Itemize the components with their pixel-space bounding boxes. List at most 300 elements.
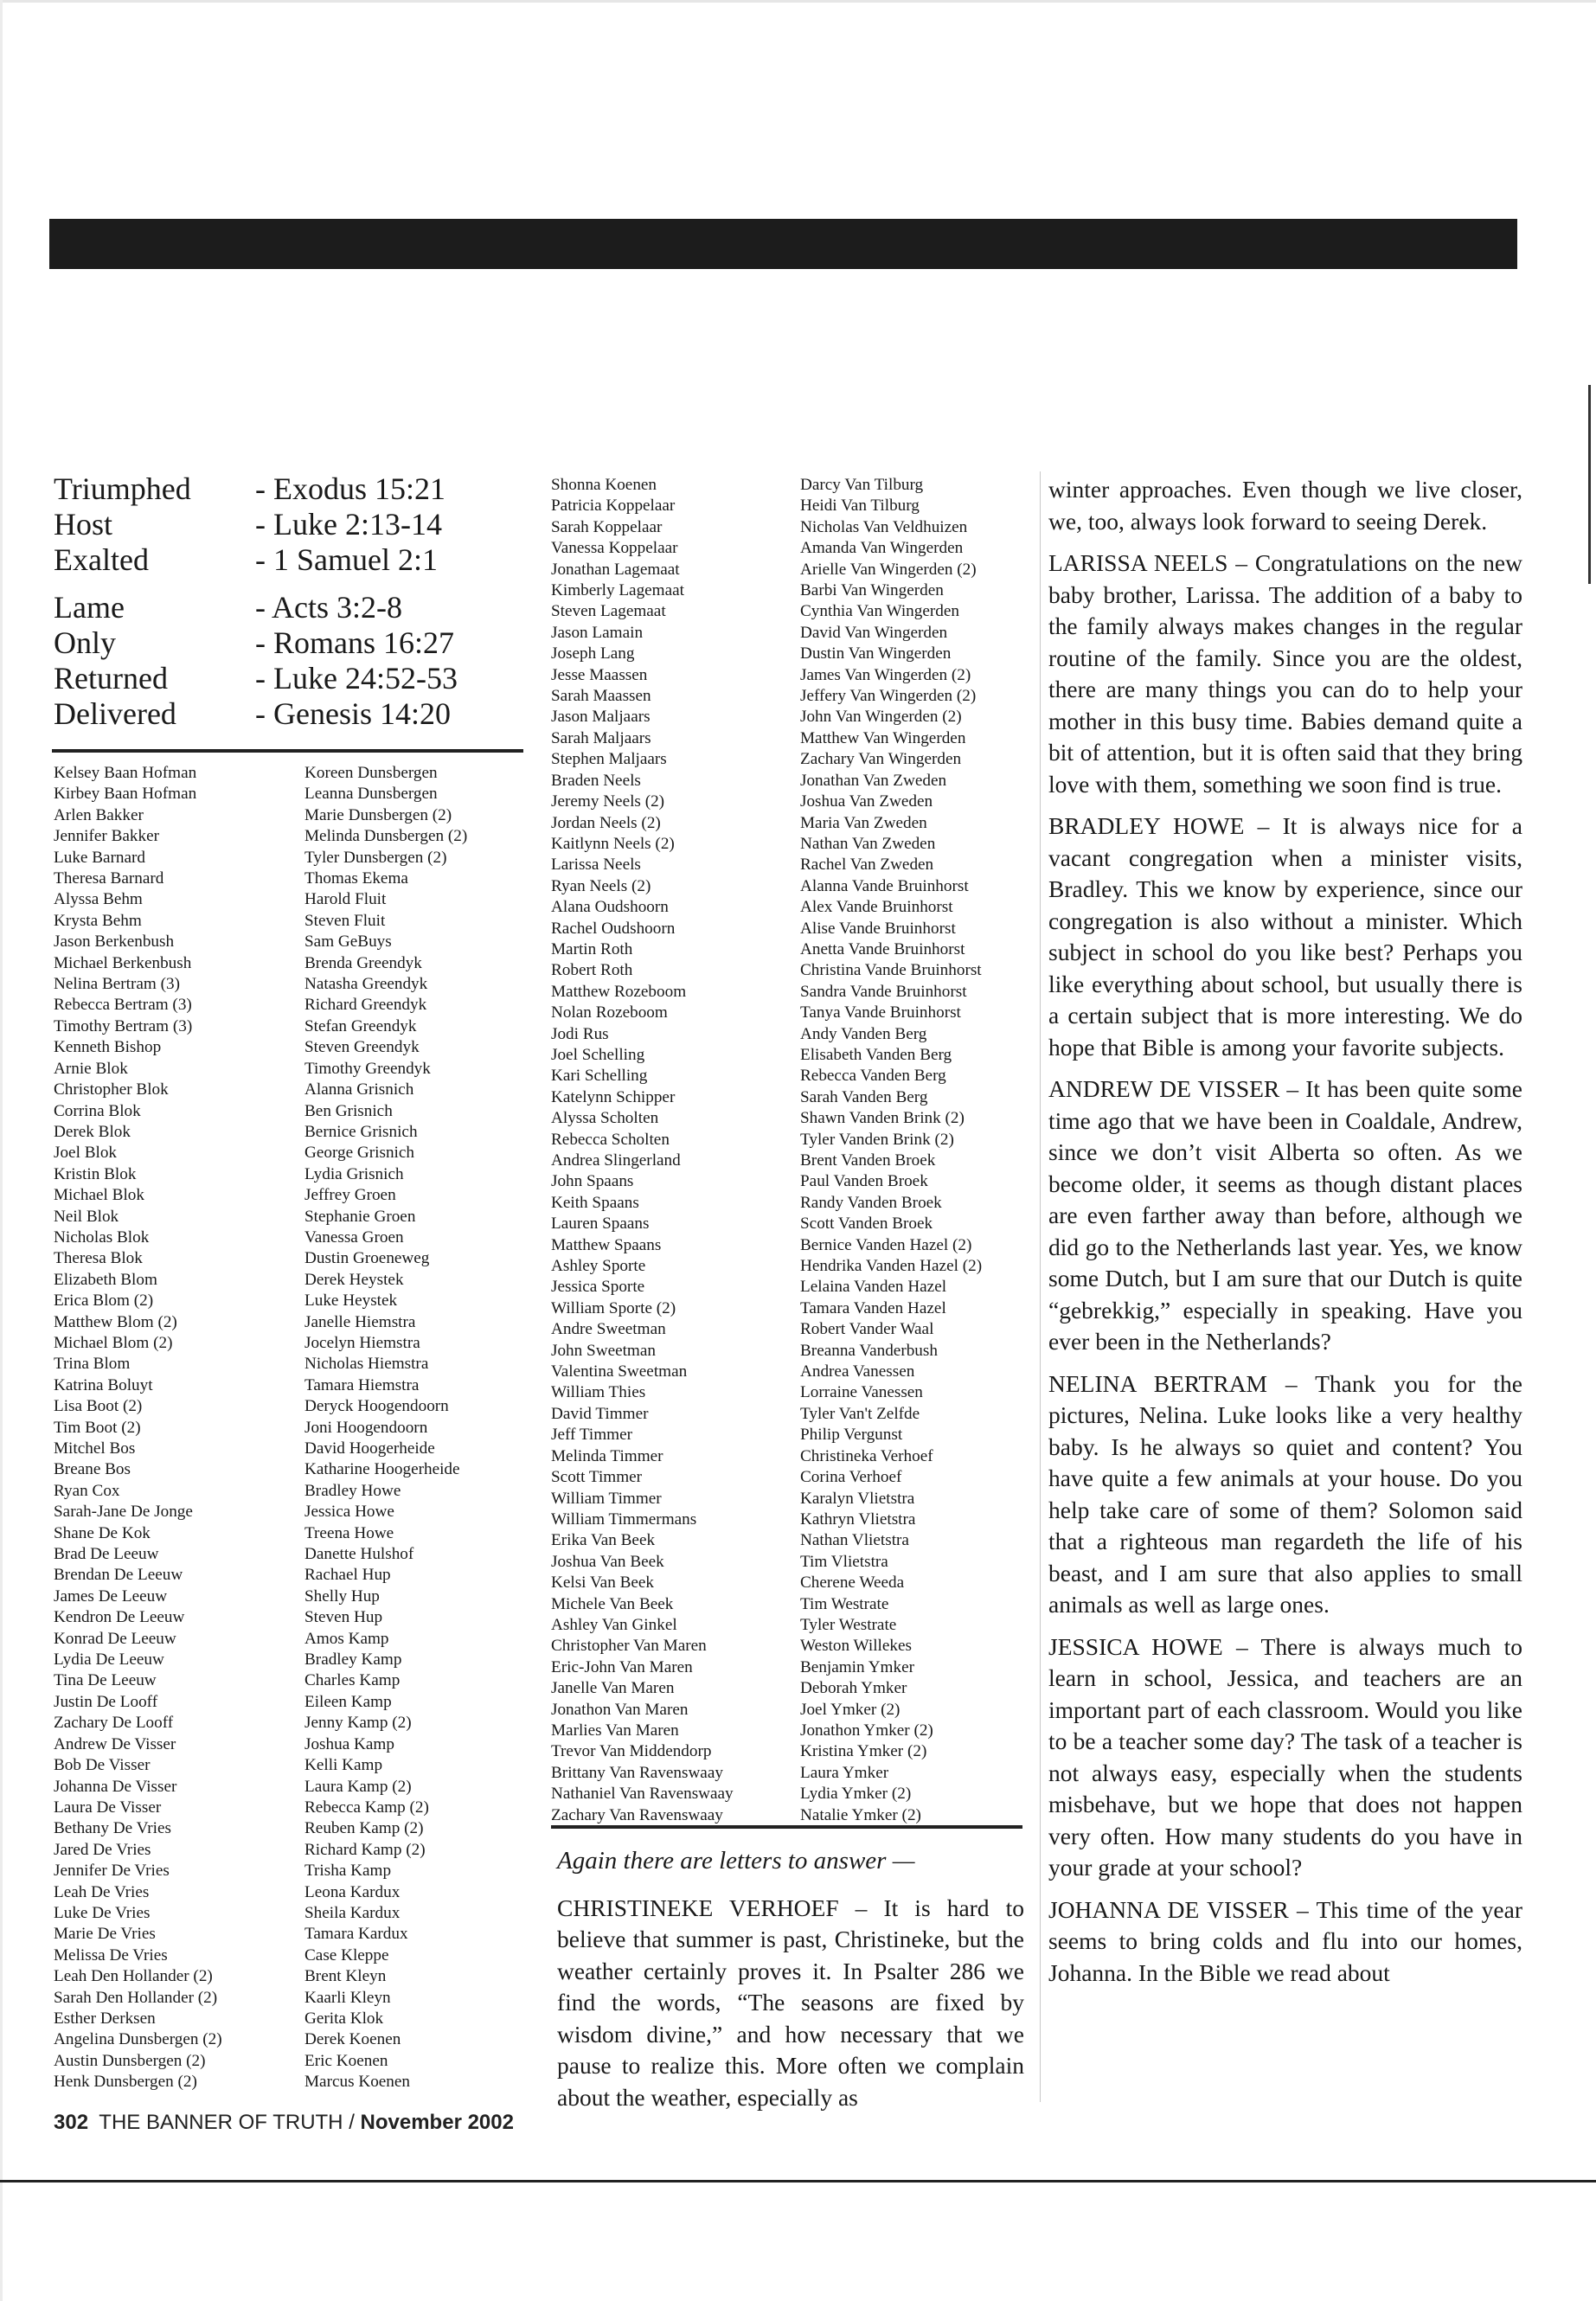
name-entry: Bernice Grisnich (304, 1122, 418, 1141)
name-entry: Lydia Grisnich (304, 1164, 404, 1183)
verse-word: Host (54, 507, 113, 542)
name-entry: Deborah Ymker (800, 1679, 907, 1698)
name-entry: Zachary De Looff (54, 1714, 174, 1733)
name-entry: Lydia De Leeuw (54, 1650, 164, 1670)
name-entry: Charles Kamp (304, 1671, 401, 1690)
name-entry: Brenda Greendyk (304, 953, 422, 972)
verse-group-1 (54, 471, 458, 578)
names-column-1 (54, 763, 222, 2093)
name-entry: Bernice Vanden Hazel (2) (800, 1235, 972, 1254)
name-entry: Elisabeth Vanden Berg (800, 1045, 952, 1064)
name-entry: Alana Oudshoorn (551, 898, 669, 917)
name-entry: John Spaans (551, 1172, 634, 1191)
name-entry: Justin De Looff (54, 1692, 158, 1711)
letters-intro: Again there are letters to answer — (557, 1847, 915, 1875)
name-entry: Erica Blom (2) (54, 1292, 154, 1311)
verse-row (54, 625, 458, 661)
name-entry: Tim Boot (2) (54, 1418, 141, 1437)
name-entry: Darcy Van Tilburg (800, 476, 924, 494)
name-entry: Paul Vanden Broek (800, 1172, 928, 1191)
name-entry: Benjamin Ymker (800, 1657, 914, 1676)
name-entry: Leah De Vries (54, 1882, 150, 1901)
name-entry: Natalie Ymker (2) (800, 1805, 921, 1824)
name-entry: Martin Roth (551, 939, 633, 958)
name-entry: Tyler Vanden Brink (2) (800, 1130, 954, 1149)
name-entry: Melissa De Vries (54, 1945, 168, 1965)
name-entry: Sarah Maassen (551, 687, 651, 706)
name-entry: Heidi Van Tilburg (800, 497, 920, 516)
name-entry: Katelynn Schipper (551, 1087, 676, 1106)
name-entry: Richard Kamp (2) (304, 1840, 426, 1859)
acrostic-verses (54, 471, 458, 744)
verse-row (54, 661, 458, 696)
name-entry: Lisa Boot (2) (54, 1397, 143, 1416)
verse-ref: - Luke 2:13-14 (255, 507, 442, 542)
name-entry: Kaitlynn Neels (2) (551, 834, 675, 853)
name-entry: William Timmer (551, 1489, 662, 1508)
name-entry: Kathryn Vlietstra (800, 1509, 916, 1529)
name-entry: Brendan De Leeuw (54, 1566, 183, 1585)
name-entry: Larissa Neels (551, 856, 641, 875)
name-entry: Robert Vander Waal (800, 1320, 934, 1339)
name-entry: Kaarli Kleyn (304, 1988, 391, 2007)
name-entry: Esther Derksen (54, 2009, 156, 2028)
name-entry: Bradley Kamp (304, 1650, 402, 1670)
name-entry: Luke Heystek (304, 1292, 398, 1311)
name-entry: Andy Vanden Berg (800, 1024, 927, 1043)
name-entry: Andrea Slingerland (551, 1151, 681, 1170)
letter-paragraph: CHRISTINEKE VERHOEF – It is hard to believe that summer is past, Christineke, but the weather certainly proves it. In Psalter 286 we find the words, “The seasons are fixed by wisdom divine,” and how necessary that we pause to realize this. More often we complain about the weather, especially as (557, 1894, 1024, 2111)
name-entry: Reuben Kamp (2) (304, 1819, 424, 1838)
letter-paragraph: BRADLEY HOWE – It is always nice for a vacant congregation when a minister visits, Bradley. This we know by experience, since our congregation is also without a minister. Which subject in school do you like best? Perhaps you like everything about school, but usually there is a certain subject that is more interesting. We do hope that Bible is among your favorite subjects. (1048, 812, 1522, 1061)
name-entry: Rebecca Bertram (3) (54, 996, 192, 1015)
name-entry: Amos Kamp (304, 1629, 389, 1648)
verse-word: Lame (54, 590, 125, 625)
name-entry: Kristin Blok (54, 1164, 137, 1183)
column-separator (1040, 471, 1041, 2102)
name-entry: Rebecca Kamp (2) (304, 1798, 429, 1817)
name-entry: Kirbey Baan Hofman (54, 785, 197, 804)
name-entry: Leona Kardux (304, 1882, 401, 1901)
name-entry: James Van Wingerden (2) (800, 665, 971, 684)
name-entry: Ryan Neels (2) (551, 876, 651, 895)
name-entry: Nathan Vlietstra (800, 1531, 909, 1550)
names-column-3 (551, 475, 734, 1826)
name-entry: Marlies Van Maren (551, 1721, 679, 1740)
name-entry: Laura Ymker (800, 1763, 889, 1782)
name-entry: Laura Kamp (2) (304, 1777, 412, 1796)
name-entry: Gerita Klok (304, 2009, 384, 2028)
name-entry: Kristina Ymker (2) (800, 1742, 927, 1761)
name-entry: Kelsey Baan Hofman (54, 764, 197, 782)
name-entry: Jonathan Van Zweden (800, 771, 947, 790)
name-entry: Jennifer Bakker (54, 827, 160, 846)
name-entry: Robert Roth (551, 961, 633, 980)
name-entry: Sarah Vanden Berg (800, 1087, 928, 1106)
name-entry: Harold Fluit (304, 890, 387, 909)
bottom-rule (0, 2180, 1596, 2182)
name-entry: George Grisnich (304, 1144, 414, 1163)
name-entry: Michele Van Beek (551, 1594, 674, 1613)
name-entry: Tamara Vanden Hazel (800, 1298, 946, 1317)
name-entry: Jeffrey Groen (304, 1186, 396, 1205)
name-entry: Sheila Kardux (304, 1903, 401, 1922)
name-entry: Breanna Vanderbush (800, 1341, 938, 1360)
name-entry: Arielle Van Wingerden (2) (800, 560, 977, 579)
name-entry: Kenneth Bishop (54, 1038, 162, 1057)
name-entry: Jessica Sporte (551, 1278, 645, 1297)
name-entry: Tyler Van't Zelfde (800, 1404, 920, 1423)
name-entry: Sarah-Jane De Jonge (54, 1503, 193, 1522)
name-entry: Derek Heystek (304, 1270, 404, 1289)
name-entry: Tamara Hiemstra (304, 1375, 420, 1394)
name-entry: Deryck Hoogendoorn (304, 1397, 449, 1416)
name-entry: Michael Blok (54, 1186, 144, 1205)
name-entry: Theresa Blok (54, 1249, 143, 1268)
name-entry: Joni Hoogendoorn (304, 1418, 428, 1437)
name-entry: Vanessa Groen (304, 1227, 404, 1247)
name-entry: Jennifer De Vries (54, 1862, 170, 1881)
letter-paragraph: LARISSA NEELS – Congratulations on the new baby brother, Larissa. The addition of a baby to the family always makes changes in the regular routine of the family. Since you are the oldest, there are many things you can do to help your mother in this busy time. Babies demand quite a bit of attention, but it is often said that they bring love with them, something we soon find is true. (1048, 549, 1522, 798)
name-entry: Amanda Van Wingerden (800, 539, 964, 558)
name-entry: Leanna Dunsbergen (304, 785, 438, 804)
name-entry: Joshua Van Beek (551, 1552, 664, 1571)
name-entry: Marie De Vries (54, 1925, 156, 1944)
name-entry: Tim Vlietstra (800, 1552, 888, 1571)
letters-intro-column (557, 1845, 1024, 2124)
name-entry: Matthew Van Wingerden (800, 728, 966, 747)
name-entry: Jodi Rus (551, 1024, 609, 1043)
name-entry: Brent Kleyn (304, 1967, 387, 1986)
name-entry: Konrad De Leeuw (54, 1629, 176, 1648)
name-entry: Tyler Dunsbergen (2) (304, 848, 447, 867)
names-column-2 (304, 763, 467, 2093)
name-entry: Jonathon Van Maren (551, 1700, 689, 1719)
verse-ref: - 1 Samuel 2:1 (255, 542, 438, 577)
name-entry: Lorraine Vanessen (800, 1383, 923, 1402)
name-entry: Maria Van Zweden (800, 813, 927, 832)
name-entry: Janelle Van Maren (551, 1679, 675, 1698)
verse-ref: - Luke 24:52-53 (255, 661, 458, 695)
verse-row (54, 696, 458, 732)
verses-divider (52, 749, 523, 753)
verse-group-2 (54, 590, 458, 732)
name-entry: Cynthia Van Wingerden (800, 602, 959, 621)
name-entry: Tamara Kardux (304, 1925, 408, 1944)
name-entry: Anetta Vande Bruinhorst (800, 939, 965, 958)
name-entry: Koreen Dunsbergen (304, 764, 438, 782)
name-entry: Vanessa Koppelaar (551, 539, 678, 558)
name-entry: Melinda Dunsbergen (2) (304, 827, 468, 846)
verse-row (54, 471, 458, 507)
name-entry: Eric Koenen (304, 2051, 388, 2070)
name-entry: Christopher Blok (54, 1080, 169, 1099)
name-entry: Rachel Oudshoorn (551, 919, 676, 938)
name-entry: Nathan Van Zweden (800, 834, 936, 853)
name-entry: Steven Greendyk (304, 1038, 420, 1057)
name-entry: Rachael Hup (304, 1566, 391, 1585)
name-entry: Rebecca Vanden Berg (800, 1067, 946, 1086)
name-entry: Eileen Kamp (304, 1692, 392, 1711)
name-entry: Philip Vergunst (800, 1426, 903, 1445)
page-number: 302 (54, 2111, 89, 2134)
name-entry: Jenny Kamp (2) (304, 1714, 412, 1733)
name-entry: Kimberly Lagemaat (551, 581, 684, 600)
name-entry: Stefan Greendyk (304, 1016, 417, 1035)
name-entry: Neil Blok (54, 1207, 119, 1226)
name-entry: Michael Blom (2) (54, 1333, 173, 1352)
name-entry: Tim Westrate (800, 1594, 889, 1613)
name-entry: Alex Vande Bruinhorst (800, 898, 953, 917)
verse-row (54, 507, 458, 542)
name-entry: Timothy Bertram (3) (54, 1016, 193, 1035)
letter-paragraph: ANDREW DE VISSER – It has been quite some time ago that we have been in Coaldale, Andrew, since we don’t visit Alberta so often. As we become older, it seems as though distant places are even farther away than before, although we did go to the Netherlands last year. Yes, we know some Dutch, but I am sure that our Dutch is quite “gebrekkig,” especially in speaking. Have you ever been in the Netherlands? (1048, 1075, 1522, 1355)
name-entry: Johanna De Visser (54, 1777, 177, 1796)
name-entry: Ryan Cox (54, 1481, 120, 1500)
name-entry: Matthew Blom (2) (54, 1312, 177, 1331)
verse-ref: - Acts 3:2-8 (255, 590, 402, 625)
name-entry: Zachary Van Wingerden (800, 750, 962, 769)
name-entry: Tanya Vande Bruinhorst (800, 1003, 961, 1022)
name-entry: Lauren Spaans (551, 1215, 650, 1234)
name-entry: Nelina Bertram (3) (54, 975, 180, 994)
name-entry: Alise Vande Bruinhorst (800, 919, 956, 938)
name-entry: Nicholas Van Veldhuizen (800, 517, 968, 536)
name-entry: Trevor Van Middendorp (551, 1742, 712, 1761)
name-entry: Joshua Kamp (304, 1734, 394, 1753)
name-entry: Matthew Spaans (551, 1235, 662, 1254)
name-entry: Hendrika Vanden Hazel (2) (800, 1257, 983, 1276)
name-entry: Andrew De Visser (54, 1734, 176, 1753)
right-margin-rule (1588, 385, 1591, 584)
name-entry: Derek Blok (54, 1122, 131, 1141)
name-entry: Nicholas Blok (54, 1227, 150, 1247)
name-entry: Rachel Van Zweden (800, 856, 934, 875)
name-entry: David Hoogerheide (304, 1439, 435, 1458)
names-divider (551, 1825, 1022, 1829)
name-entry: Tina De Leeuw (54, 1671, 157, 1690)
verse-word: Delivered (54, 696, 176, 731)
name-entry: Jared De Vries (54, 1840, 151, 1859)
verse-ref: - Exodus 15:21 (255, 471, 445, 506)
page-footer (54, 2111, 514, 2135)
name-entry: Joel Ymker (2) (800, 1700, 901, 1719)
name-entry: Matthew Rozeboom (551, 982, 687, 1001)
name-entry: Jesse Maassen (551, 665, 648, 684)
publication-name: THE BANNER OF TRUTH (99, 2111, 343, 2134)
name-entry: Sarah Maljaars (551, 728, 651, 747)
name-entry: Keith Spaans (551, 1193, 639, 1212)
name-entry: Jeffery Van Wingerden (2) (800, 687, 977, 706)
name-entry: James De Leeuw (54, 1586, 168, 1606)
letter-paragraph: NELINA BERTRAM – Thank you for the pictures, Nelina. Luke looks like a very healthy baby. Is he always so quiet and content? You have quite a few animals at your house. Do you help take care of some of them? Solomon said that a righteous man regardeth the life of his beast, and I am sure that also applies to small animals as well as large ones. (1048, 1369, 1522, 1618)
name-entry: Weston Willekes (800, 1637, 912, 1656)
name-entry: Shawn Vanden Brink (2) (800, 1109, 965, 1128)
name-entry: Mitchel Bos (54, 1439, 136, 1458)
name-entry: Jocelyn Hiemstra (304, 1333, 420, 1352)
footer-separator: / (349, 2111, 355, 2134)
name-entry: Scott Vanden Broek (800, 1215, 933, 1234)
name-entry: Shelly Hup (304, 1586, 380, 1606)
header-bar (49, 219, 1517, 269)
name-entry: Melinda Timmer (551, 1446, 663, 1465)
name-entry: Joel Blok (54, 1144, 118, 1163)
letter-paragraph: JESSICA HOWE – There is always much to learn in school, Jessica, and teachers are an important part of each classroom. Would you like to be a teacher some day? The task of a teacher is not always easy, especially when the students misbehave, but we hope that does not happen very often. How many students do you have in your grade at your school? (1048, 1632, 1522, 1881)
name-entry: Alanna Grisnich (304, 1080, 414, 1099)
name-entry: Katharine Hoogerheide (304, 1460, 460, 1479)
name-entry: Randy Vanden Broek (800, 1193, 942, 1212)
name-entry: Henk Dunsbergen (2) (54, 2073, 197, 2092)
issue-date: November 2002 (360, 2111, 514, 2134)
name-entry: Steven Hup (304, 1608, 383, 1627)
name-entry: Bethany De Vries (54, 1819, 171, 1838)
name-entry: Andre Sweetman (551, 1320, 666, 1339)
name-entry: William Thies (551, 1383, 646, 1402)
name-entry: Nathaniel Van Ravenswaay (551, 1785, 734, 1804)
name-entry: Nicholas Hiemstra (304, 1355, 429, 1374)
name-entry: Natasha Greendyk (304, 975, 428, 994)
name-entry: Christopher Van Maren (551, 1637, 707, 1656)
name-entry: Joshua Van Zweden (800, 792, 933, 811)
name-entry: Ashley Van Ginkel (551, 1615, 677, 1634)
verse-ref: - Genesis 14:20 (255, 696, 451, 731)
name-entry: Angelina Dunsbergen (2) (54, 2030, 222, 2049)
name-entry: Case Kleppe (304, 1945, 389, 1965)
name-entry: Sarah Koppelaar (551, 517, 663, 536)
name-entry: Joel Schelling (551, 1045, 645, 1064)
name-entry: Marie Dunsbergen (2) (304, 805, 452, 824)
verse-row (54, 590, 458, 625)
name-entry: Brent Vanden Broek (800, 1151, 936, 1170)
name-entry: Thomas Ekema (304, 869, 408, 888)
name-entry: Erika Van Beek (551, 1531, 656, 1550)
page-left-edge (0, 0, 3, 2301)
name-entry: John Sweetman (551, 1341, 656, 1360)
name-entry: Breane Bos (54, 1460, 131, 1479)
name-entry: Ben Grisnich (304, 1101, 393, 1120)
name-entry: Elizabeth Blom (54, 1270, 157, 1289)
name-entry: Sam GeBuys (304, 933, 392, 952)
name-entry: Christina Vande Bruinhorst (800, 961, 982, 980)
name-entry: Ashley Sporte (551, 1257, 646, 1276)
name-entry: Kendron De Leeuw (54, 1608, 185, 1627)
verse-row (54, 542, 458, 578)
name-entry: Dustin Van Wingerden (800, 644, 952, 663)
name-entry: Luke De Vries (54, 1903, 151, 1922)
name-entry: Theresa Barnard (54, 869, 164, 888)
name-entry: Derek Koenen (304, 2030, 401, 2049)
name-entry: Christineka Verhoef (800, 1446, 933, 1465)
name-entry: David Van Wingerden (800, 623, 948, 642)
name-entry: Kelsi Van Beek (551, 1574, 655, 1593)
verse-word: Triumphed (54, 471, 191, 506)
name-entry: Jason Berkenbush (54, 933, 175, 952)
name-entry: Shonna Koenen (551, 476, 657, 494)
name-entry: Brittany Van Ravenswaay (551, 1763, 723, 1782)
name-entry: Andrea Vanessen (800, 1362, 915, 1381)
name-entry: Alyssa Behm (54, 890, 143, 909)
name-entry: Kari Schelling (551, 1067, 648, 1086)
name-entry: Arnie Blok (54, 1059, 128, 1078)
name-entry: Jessica Howe (304, 1503, 394, 1522)
name-entry: Nolan Rozeboom (551, 1003, 668, 1022)
name-entry: Valentina Sweetman (551, 1362, 688, 1381)
name-entry: Bob De Visser (54, 1756, 151, 1775)
verse-word: Exalted (54, 542, 149, 577)
name-entry: Corina Verhoef (800, 1468, 902, 1487)
name-entry: Stephen Maljaars (551, 750, 667, 769)
name-entry: Dustin Groeneweg (304, 1249, 430, 1268)
letter-paragraph: winter approaches. Even though we live closer, we, too, always look forward to seeing Derek. (1048, 476, 1522, 535)
name-entry: Michael Berkenbush (54, 953, 192, 972)
name-entry: Patricia Koppelaar (551, 497, 676, 516)
name-entry: Joseph Lang (551, 644, 635, 663)
verse-ref: - Romans 16:27 (255, 625, 454, 660)
name-entry: Jonathan Lagemaat (551, 560, 680, 579)
name-entry: Brad De Leeuw (54, 1545, 159, 1564)
name-entry: Lelaina Vanden Hazel (800, 1278, 947, 1297)
name-entry: Shane De Kok (54, 1523, 151, 1542)
name-entry: Rebecca Scholten (551, 1130, 670, 1149)
name-entry: Lydia Ymker (2) (800, 1785, 912, 1804)
name-entry: Leah Den Hollander (2) (54, 1967, 213, 1986)
name-entry: John Van Wingerden (2) (800, 708, 962, 727)
name-entry: Treena Howe (304, 1523, 394, 1542)
name-entry: Laura De Visser (54, 1798, 162, 1817)
name-entry: David Timmer (551, 1404, 649, 1423)
name-entry: Alyssa Scholten (551, 1109, 659, 1128)
letter-paragraph: JOHANNA DE VISSER – This time of the year seems to bring colds and flu into our homes, Johanna. In the Bible we read about (1048, 1895, 1522, 1986)
name-entry: Austin Dunsbergen (2) (54, 2051, 206, 2070)
name-entry: Timothy Greendyk (304, 1059, 431, 1078)
name-entry: Luke Barnard (54, 848, 146, 867)
name-entry: Barbi Van Wingerden (800, 581, 944, 600)
name-entry: Alanna Vande Bruinhorst (800, 876, 969, 895)
page-top-edge (0, 0, 1596, 3)
name-entry: Marcus Koenen (304, 2073, 411, 2092)
name-entry: Jason Lamain (551, 623, 644, 642)
name-entry: Trisha Kamp (304, 1862, 392, 1881)
letters-column (1048, 474, 1522, 1999)
name-entry: Katrina Boluyt (54, 1375, 153, 1394)
name-entry: William Sporte (2) (551, 1298, 676, 1317)
name-entry: Corrina Blok (54, 1101, 141, 1120)
name-entry: Richard Greendyk (304, 996, 427, 1015)
name-entry: Sandra Vande Bruinhorst (800, 982, 967, 1001)
name-entry: Danette Hulshof (304, 1545, 414, 1564)
name-entry: Steven Fluit (304, 911, 386, 930)
names-column-4 (800, 475, 982, 1826)
name-entry: Karalyn Vlietstra (800, 1489, 915, 1508)
name-entry: Cherene Weeda (800, 1574, 905, 1593)
name-entry: Arlen Bakker (54, 805, 144, 824)
name-entry: Eric-John Van Maren (551, 1657, 693, 1676)
name-entry: Trina Blom (54, 1355, 131, 1374)
name-entry: William Timmermans (551, 1509, 697, 1529)
name-entry: Bradley Howe (304, 1481, 401, 1500)
name-entry: Jeremy Neels (2) (551, 792, 665, 811)
name-entry: Tyler Westrate (800, 1615, 897, 1634)
verse-word: Only (54, 625, 116, 660)
name-entry: Janelle Hiemstra (304, 1312, 416, 1331)
name-entry: Jonathon Ymker (2) (800, 1721, 933, 1740)
name-entry: Krysta Behm (54, 911, 142, 930)
name-entry: Kelli Kamp (304, 1756, 383, 1775)
name-entry: Jordan Neels (2) (551, 813, 661, 832)
name-entry: Sarah Den Hollander (2) (54, 1988, 218, 2007)
name-entry: Scott Timmer (551, 1468, 643, 1487)
name-entry: Stephanie Groen (304, 1207, 416, 1226)
